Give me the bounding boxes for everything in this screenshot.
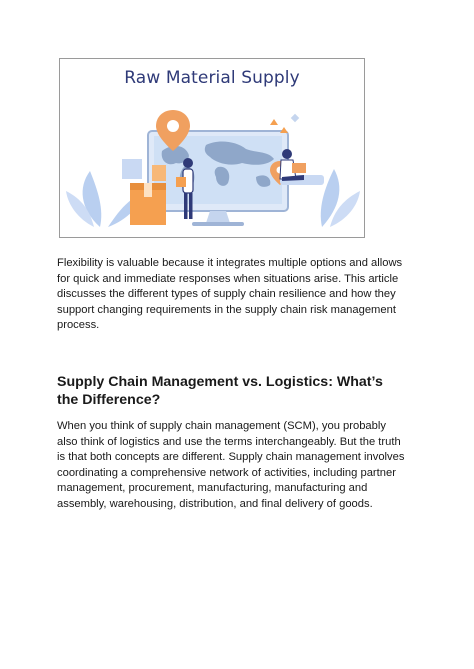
plant-leaves-right: [321, 169, 360, 227]
scm-paragraph: When you think of supply chain management (SCM), you probably also think of logistics and use the terms interchangeably. But the truth is that both concepts are different. Supply chain management involves coordinating a comprehensive network of activities, including partner management, procurement, manufacturing, manufacturing and assembly, warehousing, distribution, and final delivery of goods.: [57, 420, 405, 510]
section-heading: Supply Chain Management vs. Logistics: What’s the Difference?: [57, 374, 383, 408]
shipping-box-icon: [122, 159, 166, 225]
figure-title: Raw Material Supply: [124, 68, 300, 88]
raw-material-supply-illustration: [59, 58, 365, 238]
person-with-laptop: [280, 149, 324, 185]
intro-paragraph: Flexibility is valuable because it integrates multiple options and allows for quick and immediate responses when situations arise. This article discusses the different types of supply chain resilience and how they support changing requirements in the supply chain risk management process.: [57, 257, 403, 332]
